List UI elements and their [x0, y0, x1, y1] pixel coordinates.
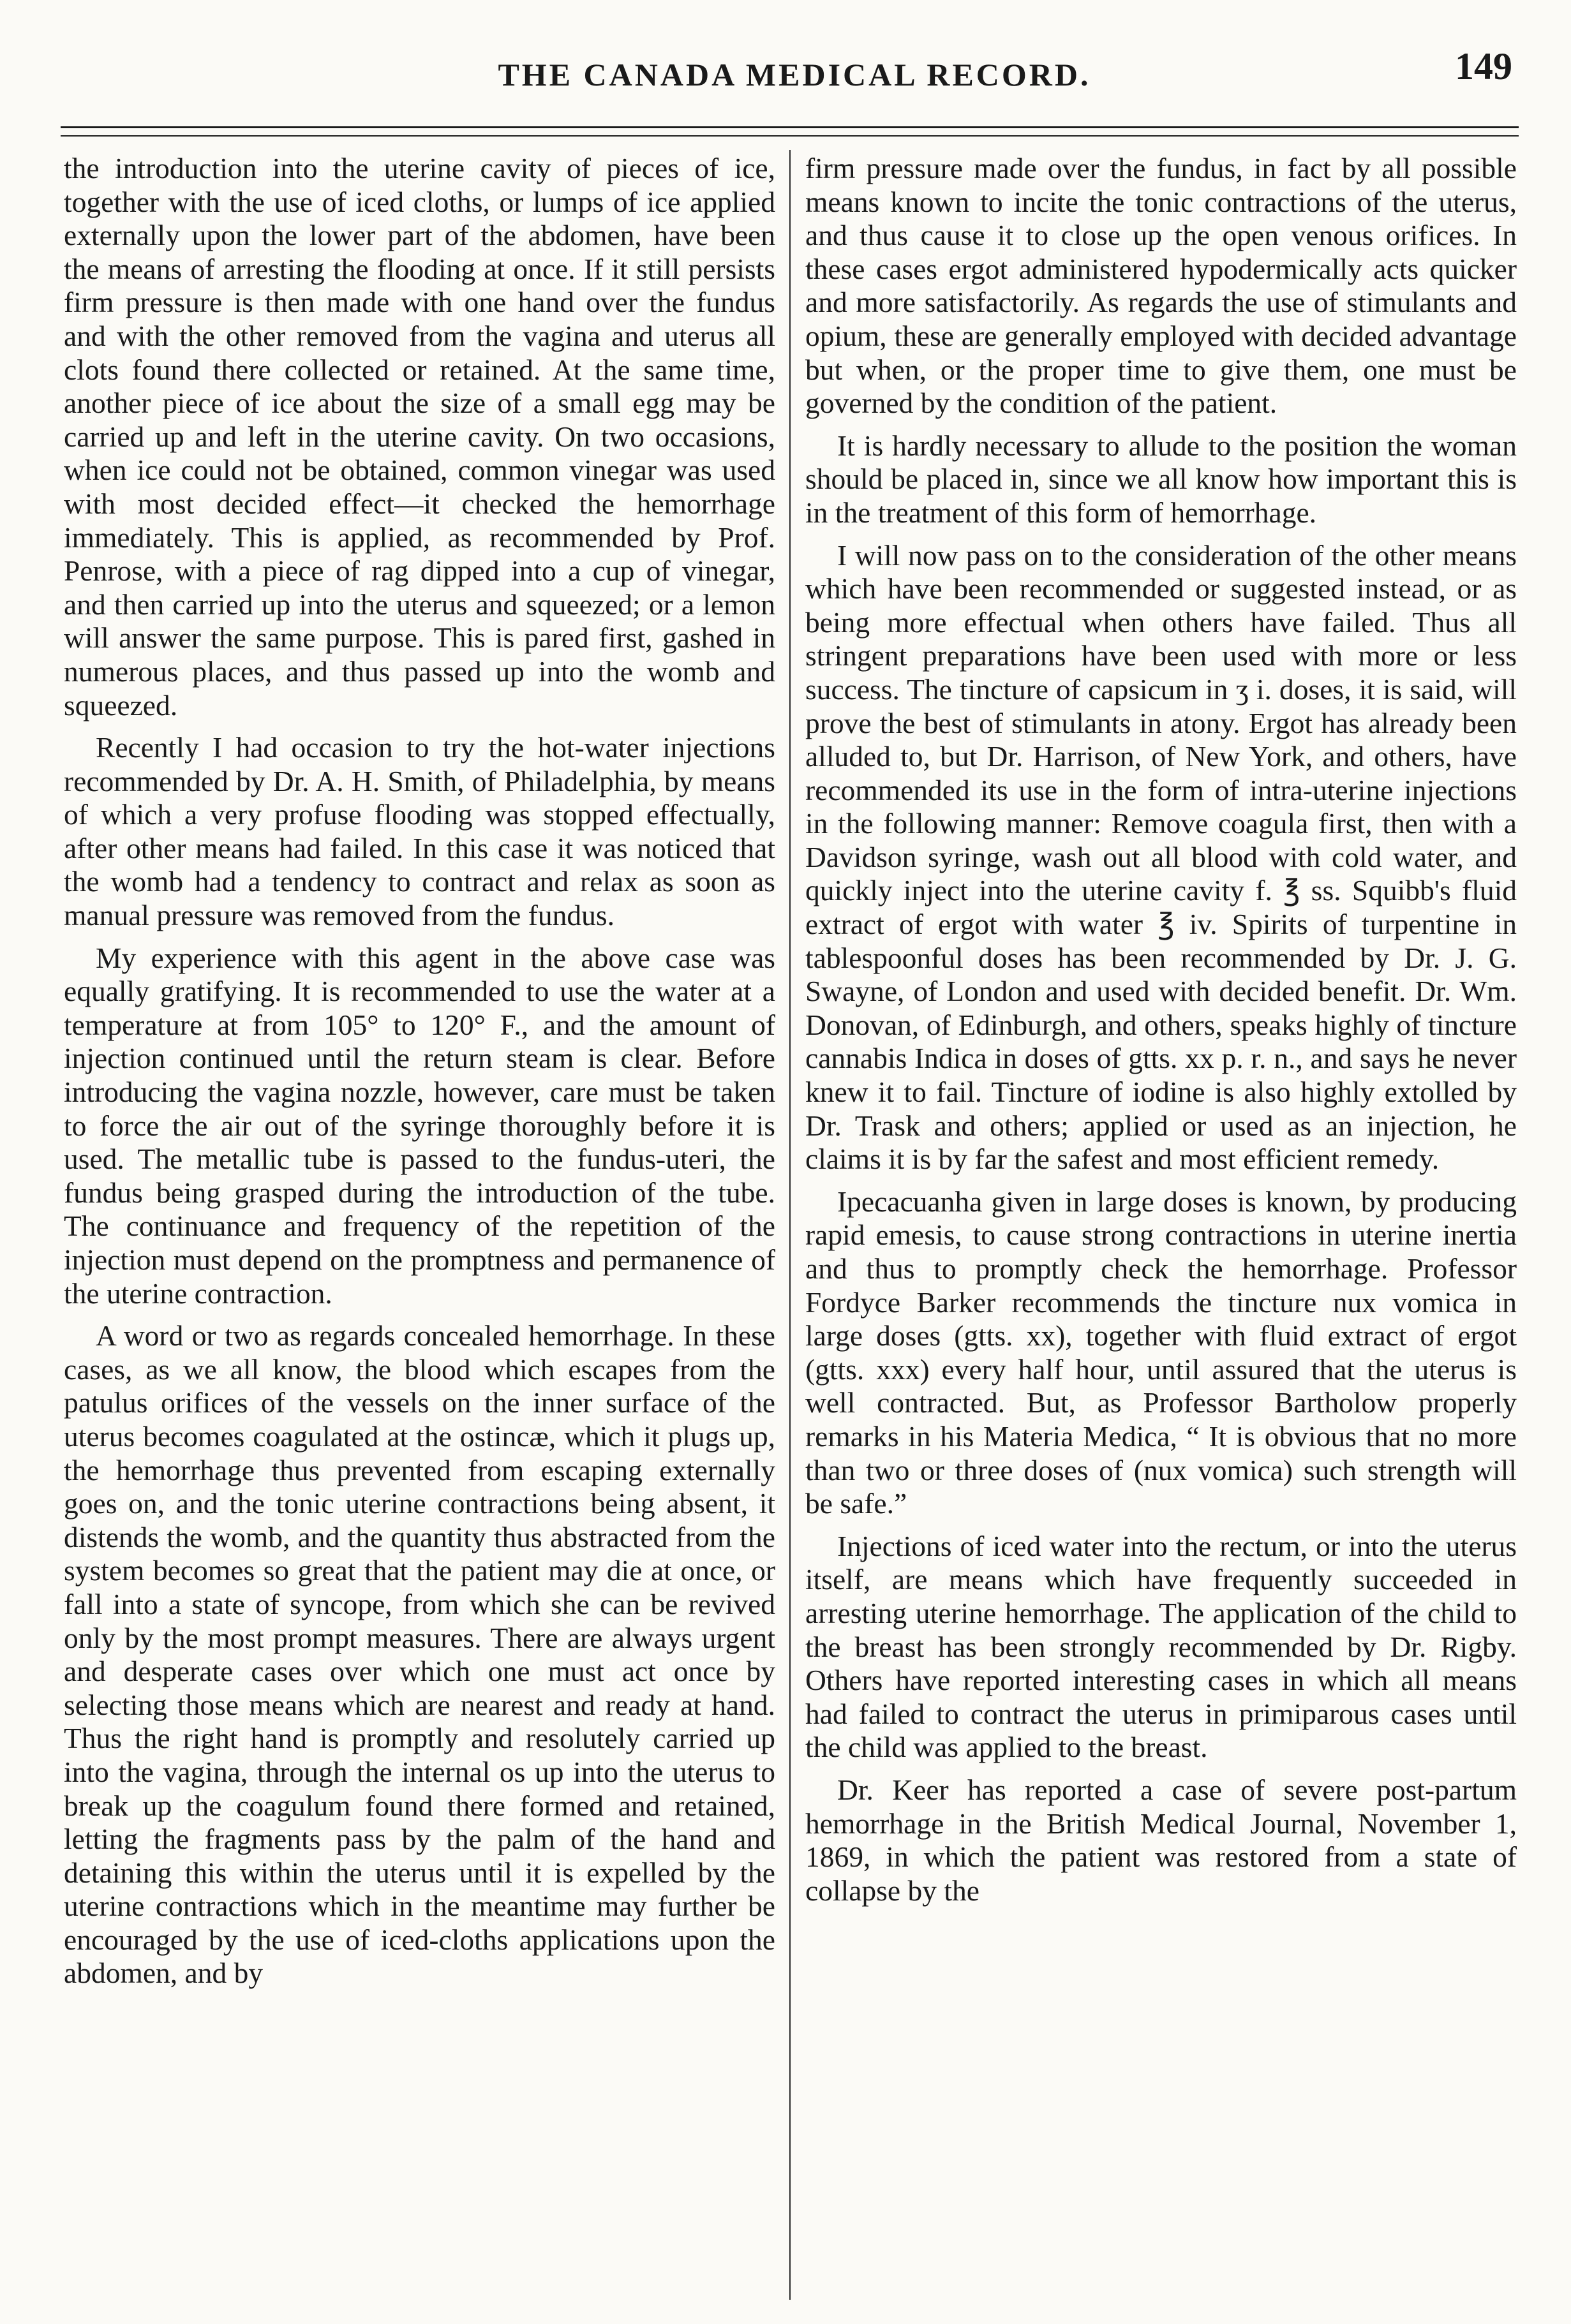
paragraph: Injections of iced water into the rectum, or into the uterus itself, are means which have frequently succeeded in arresting uterine hemorrhage. The application of the child to the breast has been strongly recommended by Dr. Rigby. Others have reported interesting cases in which all means had failed to contract the uterus in primiparous cases until the child was applied to the breast. [805, 1529, 1517, 1764]
page-number: 149 [1455, 45, 1512, 87]
right-column [805, 152, 1517, 1907]
paragraph: Dr. Keer has reported a case of severe post-partum hemorrhage in the British Medical Journal, November 1, 1869, in which the patient was restored from a state of collapse by the [805, 1773, 1517, 1907]
paragraph: I will now pass on to the consideration of the other means which have been recommended or suggested instead, or as being more effectual when others have failed. Thus all stringent preparations have been used with more or less success. The tincture of capsicum in ʒ i. doses, it is said, will prove the best of stimulants in atony. Ergot has already been alluded to, but Dr. Harrison, of New York, and others, have recommended its use in the form of intra-uterine injections in the following manner: Remove coagula first, then with a Davidson syringe, wash out all blood with cold water, and quickly inject into the uterine cavity f. ℥ ss. Squibb's fluid extract of ergot with water ℥ iv. Spirits of turpentine in tablespoonful doses has been recommended by Dr. J. G. Swayne, of London and used with decided benefit. Dr. Wm. Donovan, of Edinburgh, and others, speaks highly of tincture cannabis Indica in doses of gtts. xx p. r. n., and says he never knew it to fail. Tincture of iodine is also highly extolled by Dr. Trask and others; applied or used as an injection, he claims it is by far the safest and most efficient remedy. [805, 538, 1517, 1176]
header-rule [61, 126, 1519, 128]
header-rule-thin [61, 135, 1519, 137]
column-divider [789, 150, 791, 2300]
paragraph: My experience with this agent in the above case was equally gratifying. It is recommended to use the water at a temperature at from 105° to 120° F., and the amount of injection continued until the return steam is clear. Before introducing the vagina nozzle, however, care must be taken to force the air out of the syringe thoroughly before it is used. The metallic tube is passed to the fundus-uteri, the fundus being grasped during the introduction of the tube. The continuance and frequency of the repetition of the injection must depend on the promptness and permanence of the uterine contraction. [64, 941, 775, 1310]
paragraph: A word or two as regards concealed hemorrhage. In these cases, as we all know, the blood which escapes from the patulus orifices of the vessels on the inner surface of the uterus becomes coagulated at the ostincæ, which it plugs up, the hemorrhage thus prevented from escaping externally goes on, and the tonic uterine contractions being absent, it distends the womb, and the quantity thus abstracted from the system becomes so great that the patient may die at once, or fall into a state of syncope, from which she can be revived only by the most prompt measures. There are always urgent and desperate cases over which one must act once by selecting those means which are nearest and ready at hand. Thus the right hand is promptly and resolutely carried up into the vagina, through the internal os up into the uterus to break up the coagulum found there formed and retained, letting the fragments pass by the palm of the hand and detaining this within the uterus until it is expelled by the uterine contractions which in the meantime may further be encouraged by the use of iced-cloths applications upon the abdomen, and by [64, 1319, 775, 1990]
paragraph: Recently I had occasion to try the hot-water injections recommended by Dr. A. H. Smith, of Philadelphia, by means of which a very profuse flooding was stopped effectually, after other means had failed. In this case it was noticed that the womb had a tendency to contract and relax as soon as manual pressure was removed from the fundus. [64, 731, 775, 932]
paragraph: firm pressure made over the fundus, in fact by all possible means known to incite the tonic contractions of the uterus, and thus cause it to close up the open venous orifices. In these cases ergot administered hypodermically acts quicker and more satisfactorily. As regards the use of stimulants and opium, these are generally employed with decided advantage but when, or the proper time to give them, one must be governed by the condition of the patient. [805, 152, 1517, 420]
page-header [70, 38, 1519, 108]
running-title: THE CANADA MEDICAL RECORD. [498, 57, 1091, 93]
left-column [64, 152, 775, 1990]
paragraph: Ipecacuanha given in large doses is known, by producing rapid emesis, to cause strong contractions in uterine inertia and thus to promptly check the hemorrhage. Professor Fordyce Barker recommends the tincture nux vomica in large doses (gtts. xx), together with fluid extract of ergot (gtts. xxx) every half hour, until assured that the uterus is well contracted. But, as Professor Bartholow properly remarks in his Materia Medica, “ It is obvious that no more than two or three doses of (nux vomica) such strength will be safe.” [805, 1185, 1517, 1520]
paragraph: It is hardly necessary to allude to the position the woman should be placed in, since we all know how important this is in the treatment of this form of hemorrhage. [805, 429, 1517, 529]
paragraph: the introduction into the uterine cavity of pieces of ice, together with the use of iced cloths, or lumps of ice applied externally upon the lower part of the abdomen, have been the means of arresting the flooding at once. If it still persists firm pressure is then made with one hand over the fundus and with the other removed from the vagina and uterus all clots found there collected or retained. At the same time, another piece of ice about the size of a small egg may be carried up and left in the uterine cavity. On two occasions, when ice could not be obtained, common vinegar was used with most decided effect—it checked the hemorrhage immediately. This is applied, as recommended by Prof. Penrose, with a piece of rag dipped into a cup of vinegar, and then carried up into the uterus and squeezed; or a lemon will answer the same purpose. This is pared first, gashed in numerous places, and thus passed up into the womb and squeezed. [64, 152, 775, 722]
